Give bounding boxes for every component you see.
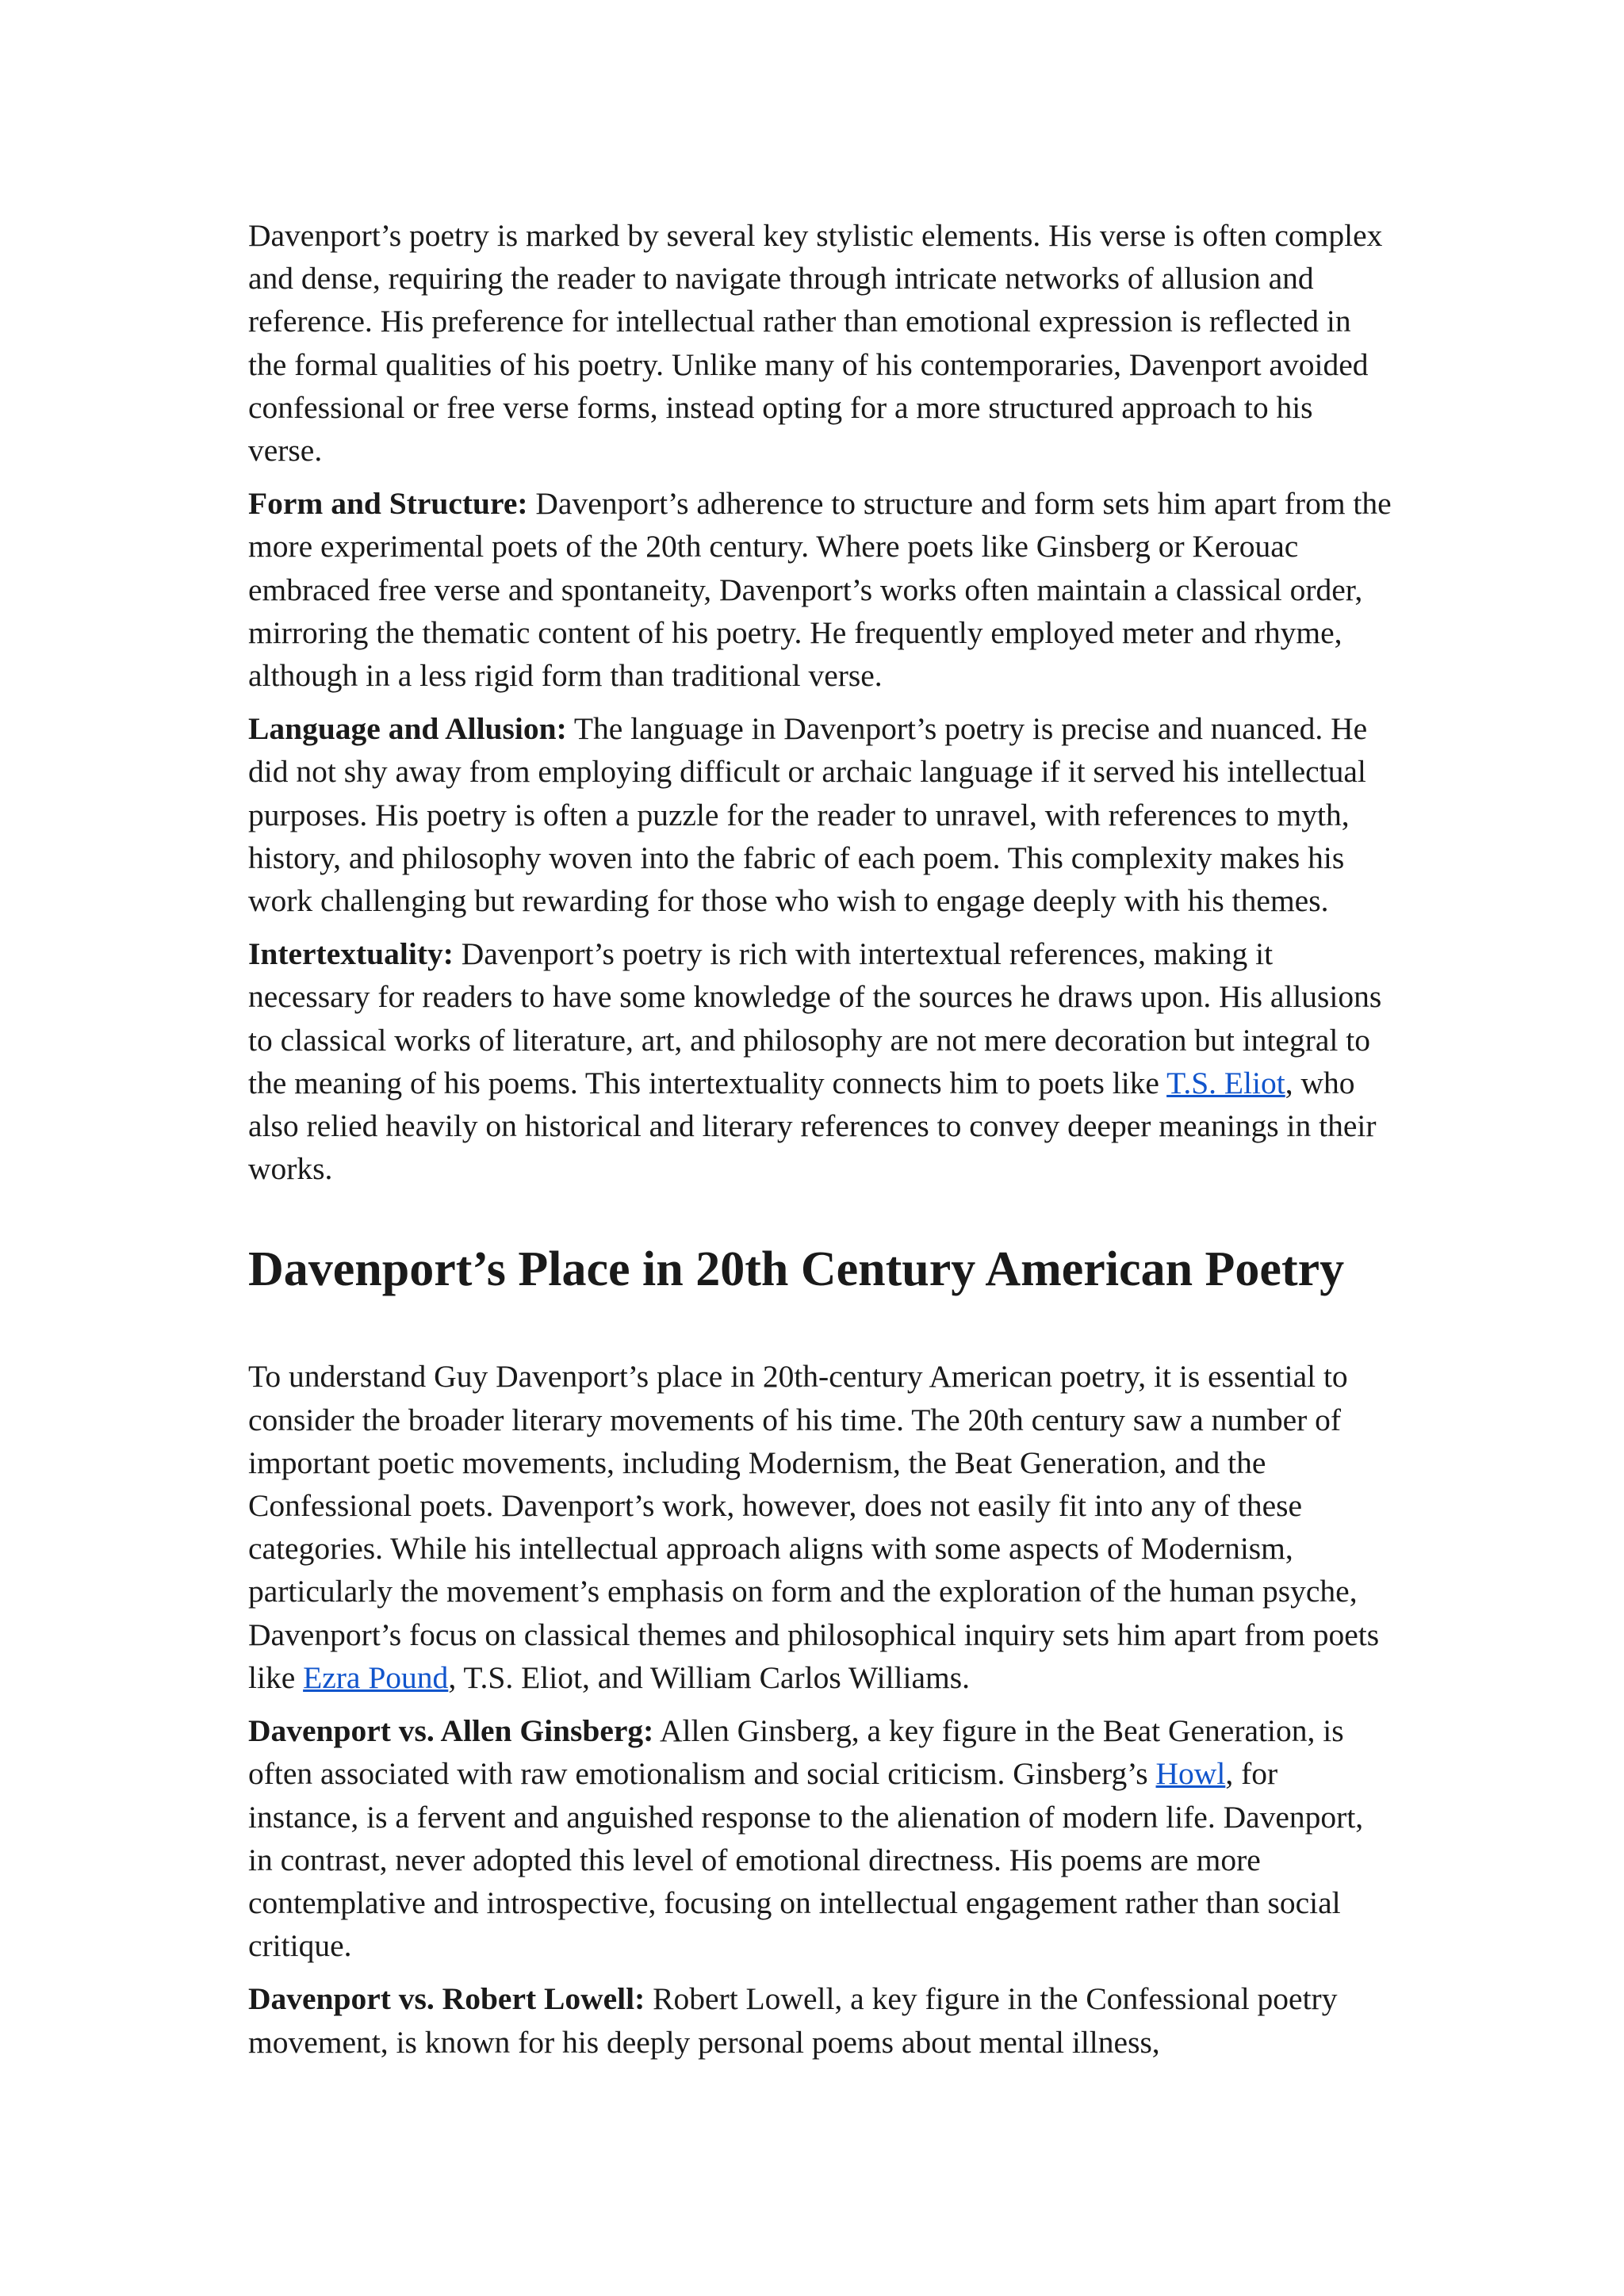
section-heading: Davenport’s Place in 20th Century American Poetry <box>248 1242 1345 1297</box>
form-structure-text: Davenport’s adherence to structure and form sets him apart from the more experimental poets of the 20th century. Where poets like Ginsberg or Kerouac embraced free verse and spontaneity, Davenport’s works often maintain a classical order, mirroring the thematic content of his poetry. He frequently employed meter and rhyme, although in a less rigid form than traditional verse. <box>248 486 1392 694</box>
document-page <box>248 214 1394 2074</box>
intertextuality-text-after: , who also relied heavily on historical and literary references to convey deeper meanings in their works. <box>248 1065 1377 1187</box>
ezra-pound-link[interactable]: Ezra Pound <box>303 1659 449 1695</box>
vs-ginsberg-text-before: Allen Ginsberg, a key figure in the Beat Generation, is often associated with raw emotionalism and social criticism. Ginsberg’s <box>248 1713 1344 1792</box>
intro-text: Davenport’s poetry is marked by several key stylistic elements. His verse is often complex and dense, requiring the reader to navigate through intricate networks of allusion and reference. His preference for intellectual rather than emotional expression is reflected in the formal qualities of his poetry. Unlike many of his contemporaries, Davenport avoided confessional or free verse forms, instead opting for a more structured approach to his verse. <box>248 218 1383 469</box>
intro-paragraph <box>248 214 1394 472</box>
ts-eliot-link[interactable]: T.S. Eliot <box>1166 1065 1285 1100</box>
language-allusion-lead: Language and Allusion: <box>248 711 567 747</box>
place-text-after: , T.S. Eliot, and William Carlos Williams. <box>448 1659 971 1695</box>
vs-ginsberg-paragraph <box>248 1709 1394 1967</box>
vs-ginsberg-text-after: , for instance, is a fervent and anguished response to the alienation of modern life. Davenport, in contrast, never adopted this level of emotional directness. His poems are more contemplative and introspective, focusing on intellectual engagement rather than social critique. <box>248 1756 1364 1964</box>
vs-ginsberg-lead: Davenport vs. Allen Ginsberg: <box>248 1713 654 1749</box>
language-allusion-paragraph <box>248 707 1394 922</box>
place-text-before: To understand Guy Davenport’s place in 20th-century American poetry, it is essential to consider the broader literary movements of his time. The 20th century saw a number of important poetic movements, including Modernism, the Beat Generation, and the Confessional poets. Davenport’s work, however, does not easily fit into any of these categories. While his intellectual approach aligns with some aspects of Modernism, particularly the movement’s emphasis on form and the exploration of the human psyche, Davenport’s focus on classical themes and philosophical inquiry sets him apart from poets like <box>248 1359 1380 1695</box>
howl-link[interactable]: Howl <box>1155 1756 1226 1792</box>
vs-lowell-paragraph <box>248 1977 1394 2063</box>
intertextuality-paragraph <box>248 932 1394 1190</box>
form-structure-paragraph <box>248 482 1394 697</box>
form-structure-lead: Form and Structure: <box>248 486 528 522</box>
place-paragraph <box>248 1355 1394 1699</box>
vs-lowell-text: Robert Lowell, a key figure in the Confessional poetry movement, is known for his deeply personal poems about mental illness, <box>248 1981 1338 2060</box>
language-allusion-text: The language in Davenport’s poetry is precise and nuanced. He did not shy away from employing difficult or archaic language if it served his intellectual purposes. His poetry is often a puzzle for the reader to unravel, with references to myth, history, and philosophy woven into the fabric of each poem. This complexity makes his work challenging but rewarding for those who wish to engage deeply with his themes. <box>248 711 1368 919</box>
intertextuality-lead: Intertextuality: <box>248 936 454 972</box>
vs-lowell-lead: Davenport vs. Robert Lowell: <box>248 1981 645 2017</box>
intertextuality-text-before: Davenport’s poetry is rich with intertextual references, making it necessary for readers to have some knowledge of the sources he draws upon. His allusions to classical works of literature, art, and philosophy are not mere decoration but integral to the meaning of his poems. This intertextuality connects him to poets like <box>248 936 1382 1100</box>
